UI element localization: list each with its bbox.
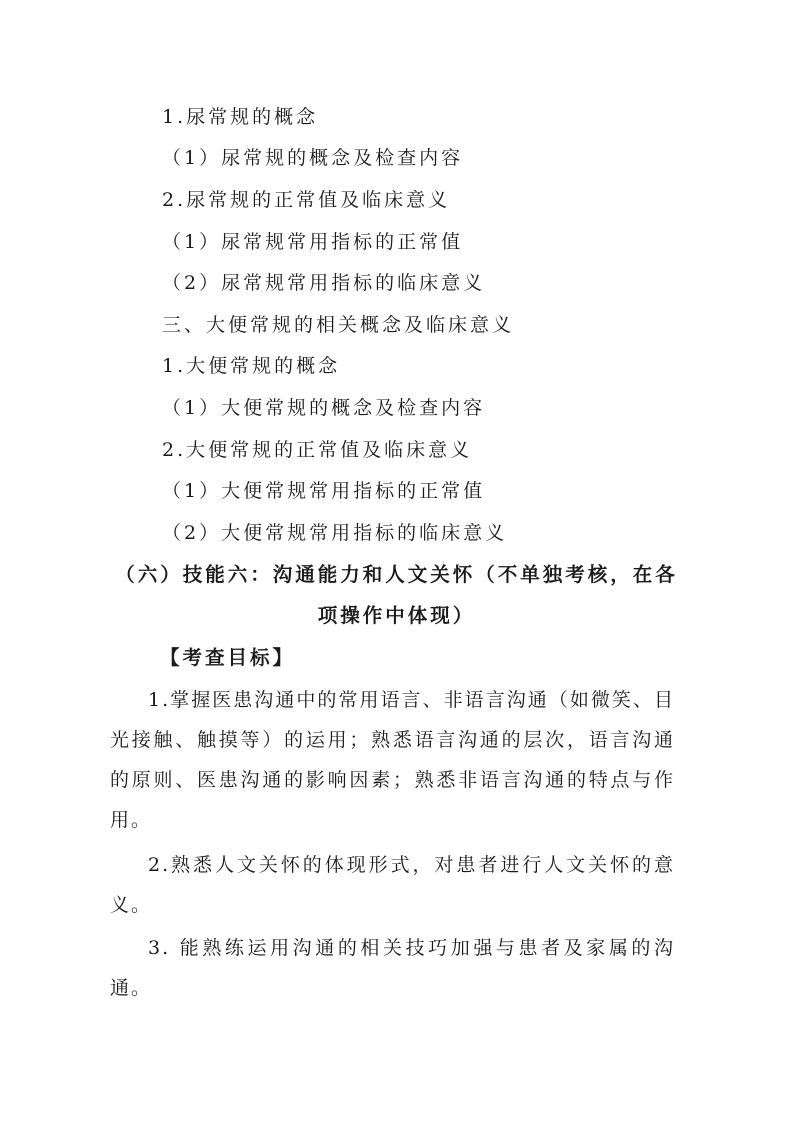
outline-item: 2.大便常规的正常值及临床意义	[162, 439, 473, 461]
skill-heading-line2: 项操作中体现）	[317, 604, 476, 627]
objectives-label: 【考查目标】	[160, 646, 296, 669]
outline-item: （2）尿常规常用指标的临床意义	[162, 272, 486, 294]
outline-item: 1.尿常规的概念	[162, 106, 319, 128]
skill-heading-line1: （六）技能六：沟通能力和人文关怀（不单独考核，在各	[115, 563, 678, 586]
outline-item: 2.尿常规的正常值及临床意义	[162, 189, 451, 211]
objective-paragraph: 3. 能熟练运用沟通的相关技巧加强与患者及家属的沟通。	[110, 937, 675, 999]
objective-paragraph: 1.掌握医患沟通中的常用语言、非语言沟通（如微笑、目光接触、触摸等）的运用；熟悉语言沟通的层次，语言沟通的原则、医患沟通的影响因素；熟悉非语言沟通的特点与作用。	[110, 689, 675, 831]
objective-paragraph: 2.熟悉人文关怀的体现形式，对患者进行人文关怀的意义。	[110, 854, 675, 916]
outline-item: （2）大便常规常用指标的临床意义	[162, 522, 508, 544]
outline-item: 1.大便常规的概念	[162, 355, 341, 377]
outline-item: （1）尿常规的概念及检查内容	[162, 147, 464, 169]
outline-item: 三、大便常规的相关概念及临床意义	[162, 314, 515, 336]
outline-item: （1）大便常规的概念及检查内容	[162, 397, 486, 419]
outline-item: （1）尿常规常用指标的正常值	[162, 231, 464, 253]
outline-item: （1）大便常规常用指标的正常值	[162, 480, 486, 502]
